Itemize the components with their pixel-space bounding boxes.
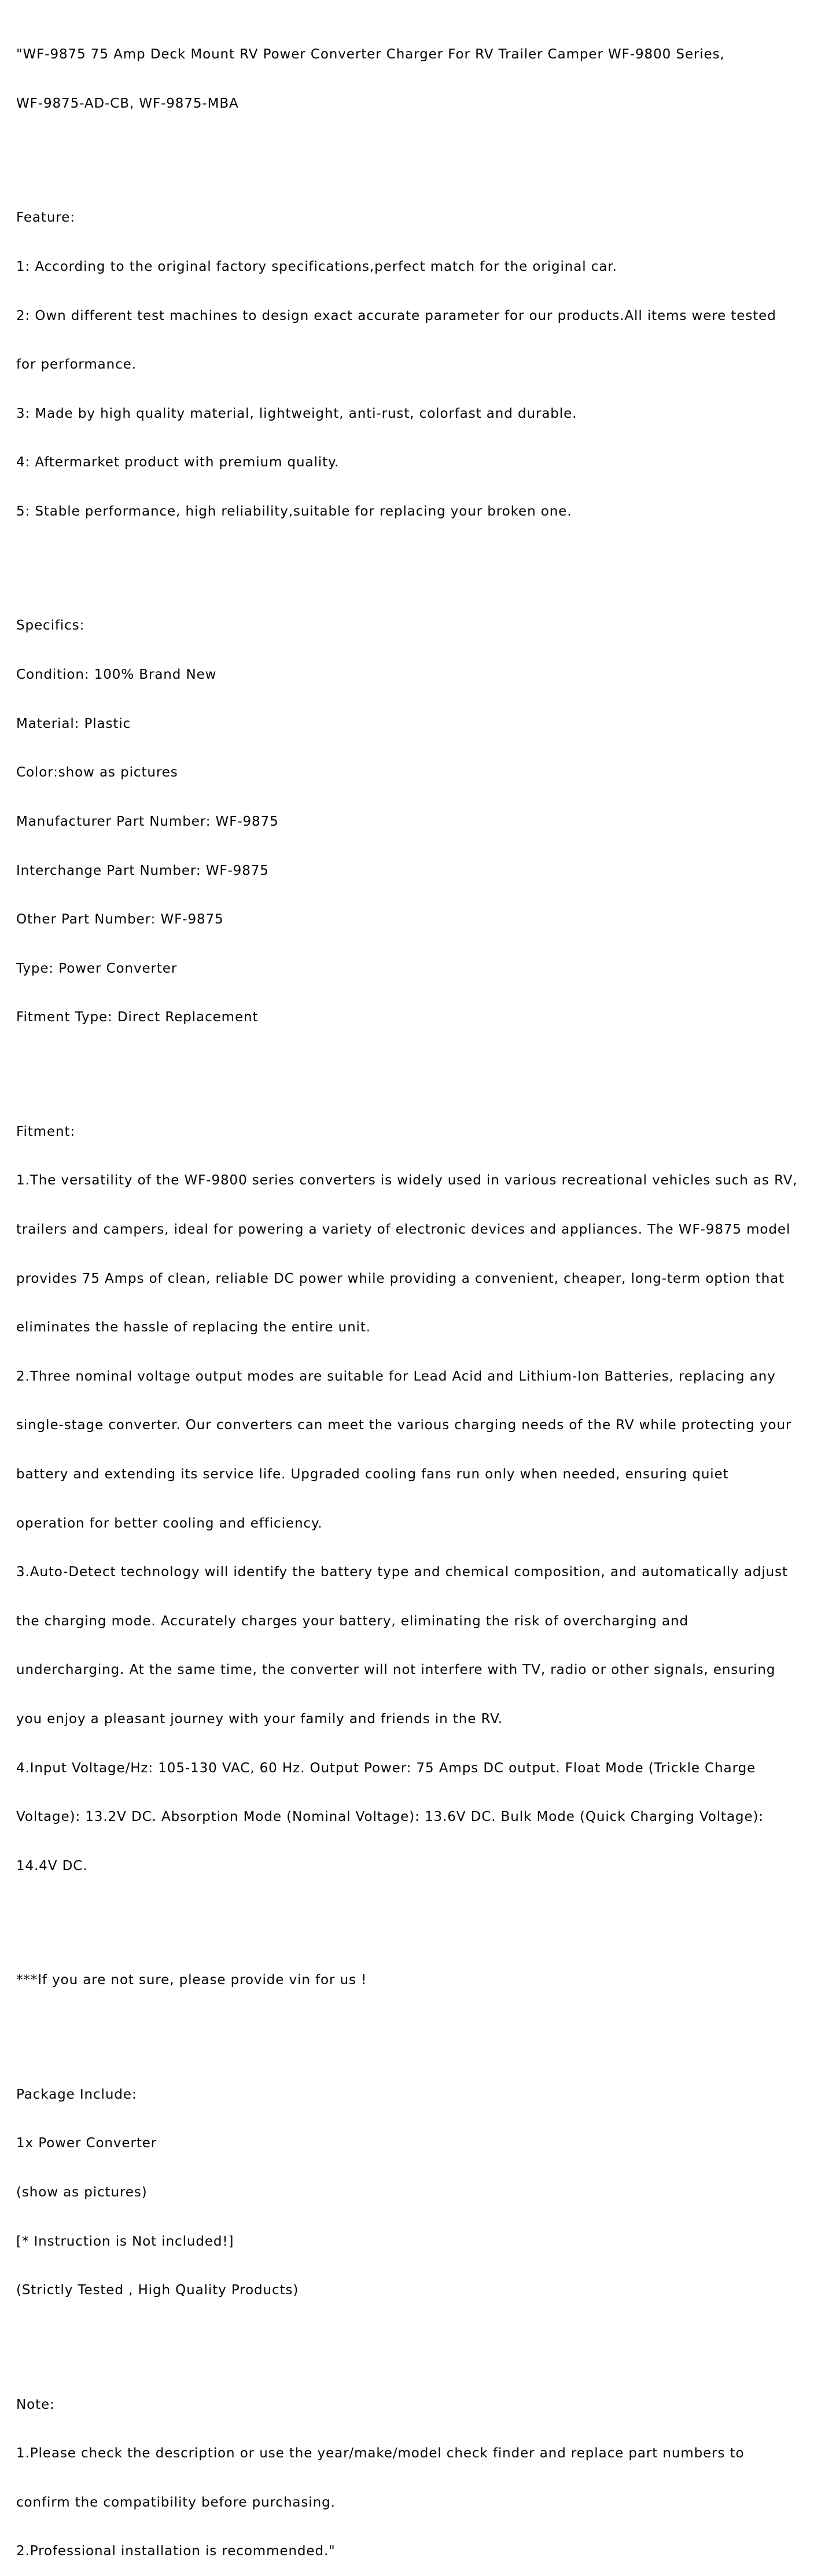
specifics-line: Condition: 100% Brand New <box>16 667 217 683</box>
fitment-line: undercharging. At the same time, the converter will not interfere with TV, radio or other signals, ensuring <box>16 1662 776 1678</box>
fitment-line: the charging mode. Accurately charges your battery, eliminating the risk of overcharging and <box>16 1613 688 1629</box>
fitment-line: you enjoy a pleasant journey with your family and friends in the RV. <box>16 1712 503 1727</box>
package-line: 1x Power Converter <box>16 2136 157 2151</box>
spacer <box>16 145 823 161</box>
specifics-line: Fitment Type: Direct Replacement <box>16 1010 259 1025</box>
title-line: "WF-9875 75 Amp Deck Mount RV Power Converter Charger For RV Trailer Camper WF-9800 Series, <box>16 47 725 62</box>
feature-heading: Feature: <box>16 210 75 226</box>
specifics-line: Other Part Number: WF-9875 <box>16 912 224 928</box>
product-description <box>16 14 823 2576</box>
feature-line: 2: Own different test machines to design exact accurate parameter for our products.All items were tested <box>16 308 776 323</box>
fitment-line: 4.Input Voltage/Hz: 105-130 VAC, 60 Hz. Output Power: 75 Amps DC output. Float Mode (Trickle Charge <box>16 1760 756 1776</box>
specifics-line: Material: Plastic <box>16 716 131 731</box>
fitment-line: single-stage converter. Our converters can meet the various charging needs of the RV while protecting your <box>16 1418 792 1433</box>
package-heading: Package Include: <box>16 2086 137 2102</box>
note-line: 2.Professional installation is recommended." <box>16 2544 336 2559</box>
specifics-line: Type: Power Converter <box>16 961 178 976</box>
specifics-line: Manufacturer Part Number: WF-9875 <box>16 814 279 829</box>
fitment-line: 3.Auto-Detect technology will identify the battery type and chemical composition, and automatically adjust <box>16 1565 788 1580</box>
fitment-line: 2.Three nominal voltage output modes are suitable for Lead Acid and Lithium-Ion Batteries, replacing any <box>16 1368 776 1384</box>
specifics-heading: Specifics: <box>16 618 85 634</box>
spacer <box>16 2021 823 2037</box>
feature-line: 5: Stable performance, high reliability,suitable for replacing your broken one. <box>16 504 572 520</box>
spacer <box>16 553 823 569</box>
fitment-line: eliminates the hassle of replacing the entire unit. <box>16 1320 371 1335</box>
package-line: (show as pictures) <box>16 2184 148 2200</box>
feature-line: for performance. <box>16 357 137 373</box>
spacer <box>16 1058 823 1074</box>
specifics-line: Color:show as pictures <box>16 765 178 781</box>
fitment-line: Voltage): 13.2V DC. Absorption Mode (Nominal Voltage): 13.6V DC. Bulk Mode (Quick Charging Voltage): <box>16 1809 764 1825</box>
fitment-line: 14.4V DC. <box>16 1858 88 1874</box>
package-line: [* Instruction is Not included!] <box>16 2233 234 2249</box>
fitment-heading: Fitment: <box>16 1124 76 1139</box>
title-line: WF-9875-AD-CB, WF-9875-MBA <box>16 96 239 112</box>
fitment-line: operation for better cooling and efficiency. <box>16 1515 323 1531</box>
spacer <box>16 2331 823 2347</box>
package-line: (Strictly Tested , High Quality Products) <box>16 2283 299 2298</box>
feature-line: 3: Made by high quality material, lightweight, anti-rust, colorfast and durable. <box>16 406 577 421</box>
fitment-line: 1.The versatility of the WF-9800 series converters is widely used in various recreational vehicles such as RV, <box>16 1173 798 1188</box>
feature-line: 4: Aftermarket product with premium quality. <box>16 455 340 470</box>
specifics-line: Interchange Part Number: WF-9875 <box>16 863 269 878</box>
spacer <box>16 1907 823 1923</box>
note-line: confirm the compatibility before purchasing. <box>16 2494 336 2510</box>
note-line: 1.Please check the description or use the year/make/model check finder and replace part numbers to <box>16 2446 745 2461</box>
fitment-line: provides 75 Amps of clean, reliable DC power while providing a convenient, cheaper, long-term option that <box>16 1271 785 1286</box>
vin-note: ***If you are not sure, please provide vin for us ! <box>16 1973 367 1988</box>
fitment-line: trailers and campers, ideal for powering a variety of electronic devices and appliances. The WF-9875 model <box>16 1221 791 1237</box>
feature-line: 1: According to the original factory specifications,perfect match for the original car. <box>16 259 617 275</box>
fitment-line: battery and extending its service life. Upgraded cooling fans run only when needed, ensuring quiet <box>16 1467 729 1482</box>
note-heading: Note: <box>16 2397 55 2412</box>
